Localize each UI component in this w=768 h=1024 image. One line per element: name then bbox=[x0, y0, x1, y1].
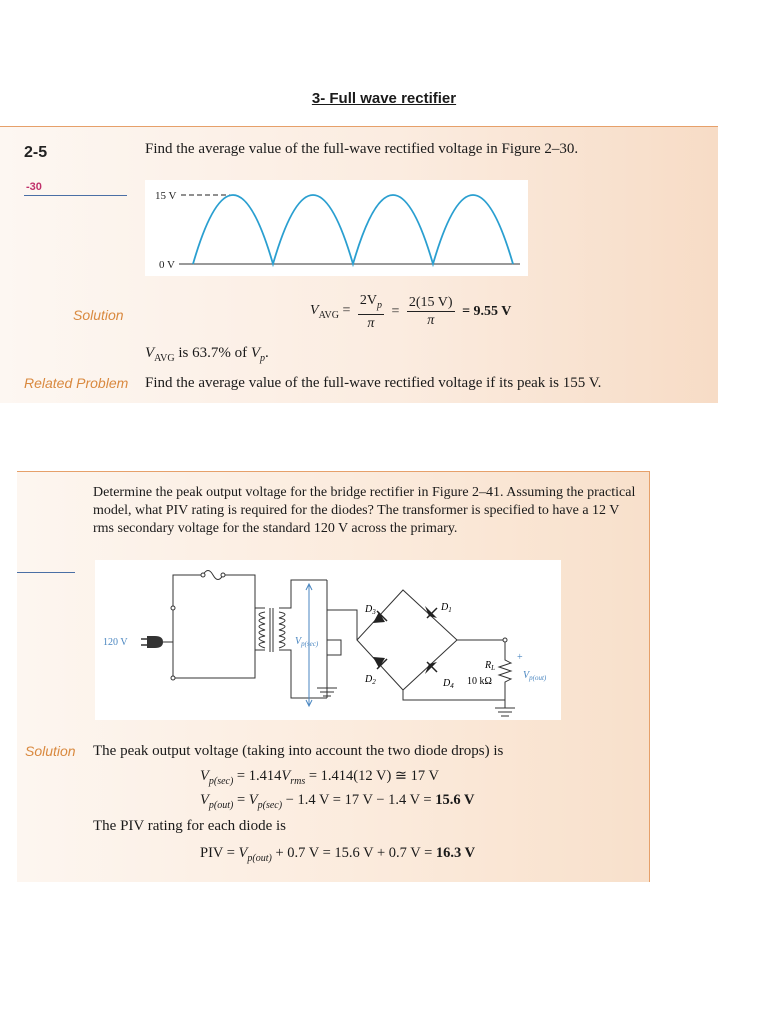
example-question: Find the average value of the full-wave rectified voltage in Figure 2–30. bbox=[145, 141, 579, 157]
piv-equation: PIV = $V_{p(out)} + 0.7$ V = 15.6 V + 0.7 V = 16.3 V bbox=[200, 845, 476, 864]
solution-label: Solution bbox=[73, 307, 124, 323]
ac-plug-icon bbox=[141, 636, 173, 648]
fuse-icon bbox=[203, 571, 223, 580]
fraction-2vp-over-pi: $\frac{2V_p}{\pi}$ bbox=[359, 293, 382, 331]
vavg-note: $V_{AVG}$ is 63.7% of $V_p$. bbox=[145, 345, 269, 364]
vp-out-equation: $V_{p(out)} = V_{p(sec)} - 1.4$ V = 17 V − 1.4 V = 15.6 V bbox=[200, 792, 475, 811]
load-resistor-label: $R_L$ bbox=[485, 660, 496, 672]
rectified-waveform bbox=[193, 195, 513, 264]
page-title: 3- Full wave rectifier bbox=[311, 90, 457, 107]
peak-voltage-label: 15 V bbox=[155, 190, 177, 202]
waveform-svg bbox=[145, 180, 528, 276]
primary-wiring bbox=[173, 575, 255, 678]
diode-d4-label: $D_4$ bbox=[443, 678, 454, 690]
zero-voltage-label: 0 V bbox=[159, 259, 175, 271]
example-number: 2-5 bbox=[24, 144, 48, 161]
transformer-icon bbox=[255, 580, 327, 698]
output-voltage-label: $V_{p(out)}$ bbox=[523, 670, 547, 682]
diode-d1-label: $D_1$ bbox=[441, 602, 452, 614]
figure-rule bbox=[24, 195, 127, 196]
vavg-lhs: $V_{AVG}$ = bbox=[310, 303, 351, 321]
load-resistor-value: 10 kΩ bbox=[467, 676, 492, 687]
vavg-result: = 9.55 V bbox=[462, 303, 512, 319]
full-wave-waveform-figure bbox=[145, 180, 528, 276]
diode-d2-label: $D_2$ bbox=[365, 674, 376, 686]
bridge-rectifier-circuit bbox=[95, 560, 561, 720]
figure-rule bbox=[17, 572, 75, 573]
piv-intro-text: The PIV rating for each diode is bbox=[93, 818, 287, 834]
fraction-value-over-pi: $\frac{2(15 V)}{\pi}$ bbox=[408, 295, 453, 329]
circuit-svg bbox=[95, 560, 561, 720]
solution-label: Solution bbox=[25, 743, 76, 759]
source-voltage-label: 120 V bbox=[103, 637, 128, 648]
related-problem-label: Related Problem bbox=[24, 375, 129, 391]
vavg-equation: $V_{AVG}$ = $\frac{2V_p}{\pi}$ = $\frac{2(15 V)}{\pi}$ = 9.55 V bbox=[310, 293, 512, 331]
output-ground-icon bbox=[495, 700, 515, 716]
related-problem-text: Find the average value of the full-wave rectified voltage if its peak is 155 V. bbox=[145, 375, 602, 391]
figure-reference: -30 bbox=[26, 181, 42, 193]
diode-d3-label: $D_3$ bbox=[365, 604, 376, 616]
secondary-voltage-label: $V_{p(sec)}$ bbox=[295, 636, 319, 648]
output-plus-sign: + bbox=[517, 652, 523, 663]
vp-sec-equation: $V_{p(sec)} = 1.414V_{rms} = 1.414(12$ V) ≅ 17 V bbox=[200, 768, 440, 787]
solution-intro-text: The peak output voltage (taking into account the two diode drops) is bbox=[93, 743, 504, 759]
bridge-question: Determine the peak output voltage for the bridge rectifier in Figure 2–41. Assuming the practical model, what PIV rating is required for the diodes? The transformer is specified to have a 12 V rms secondary voltage for the standard 120 V across the primary. bbox=[93, 485, 636, 536]
load-resistor-icon bbox=[499, 642, 511, 700]
